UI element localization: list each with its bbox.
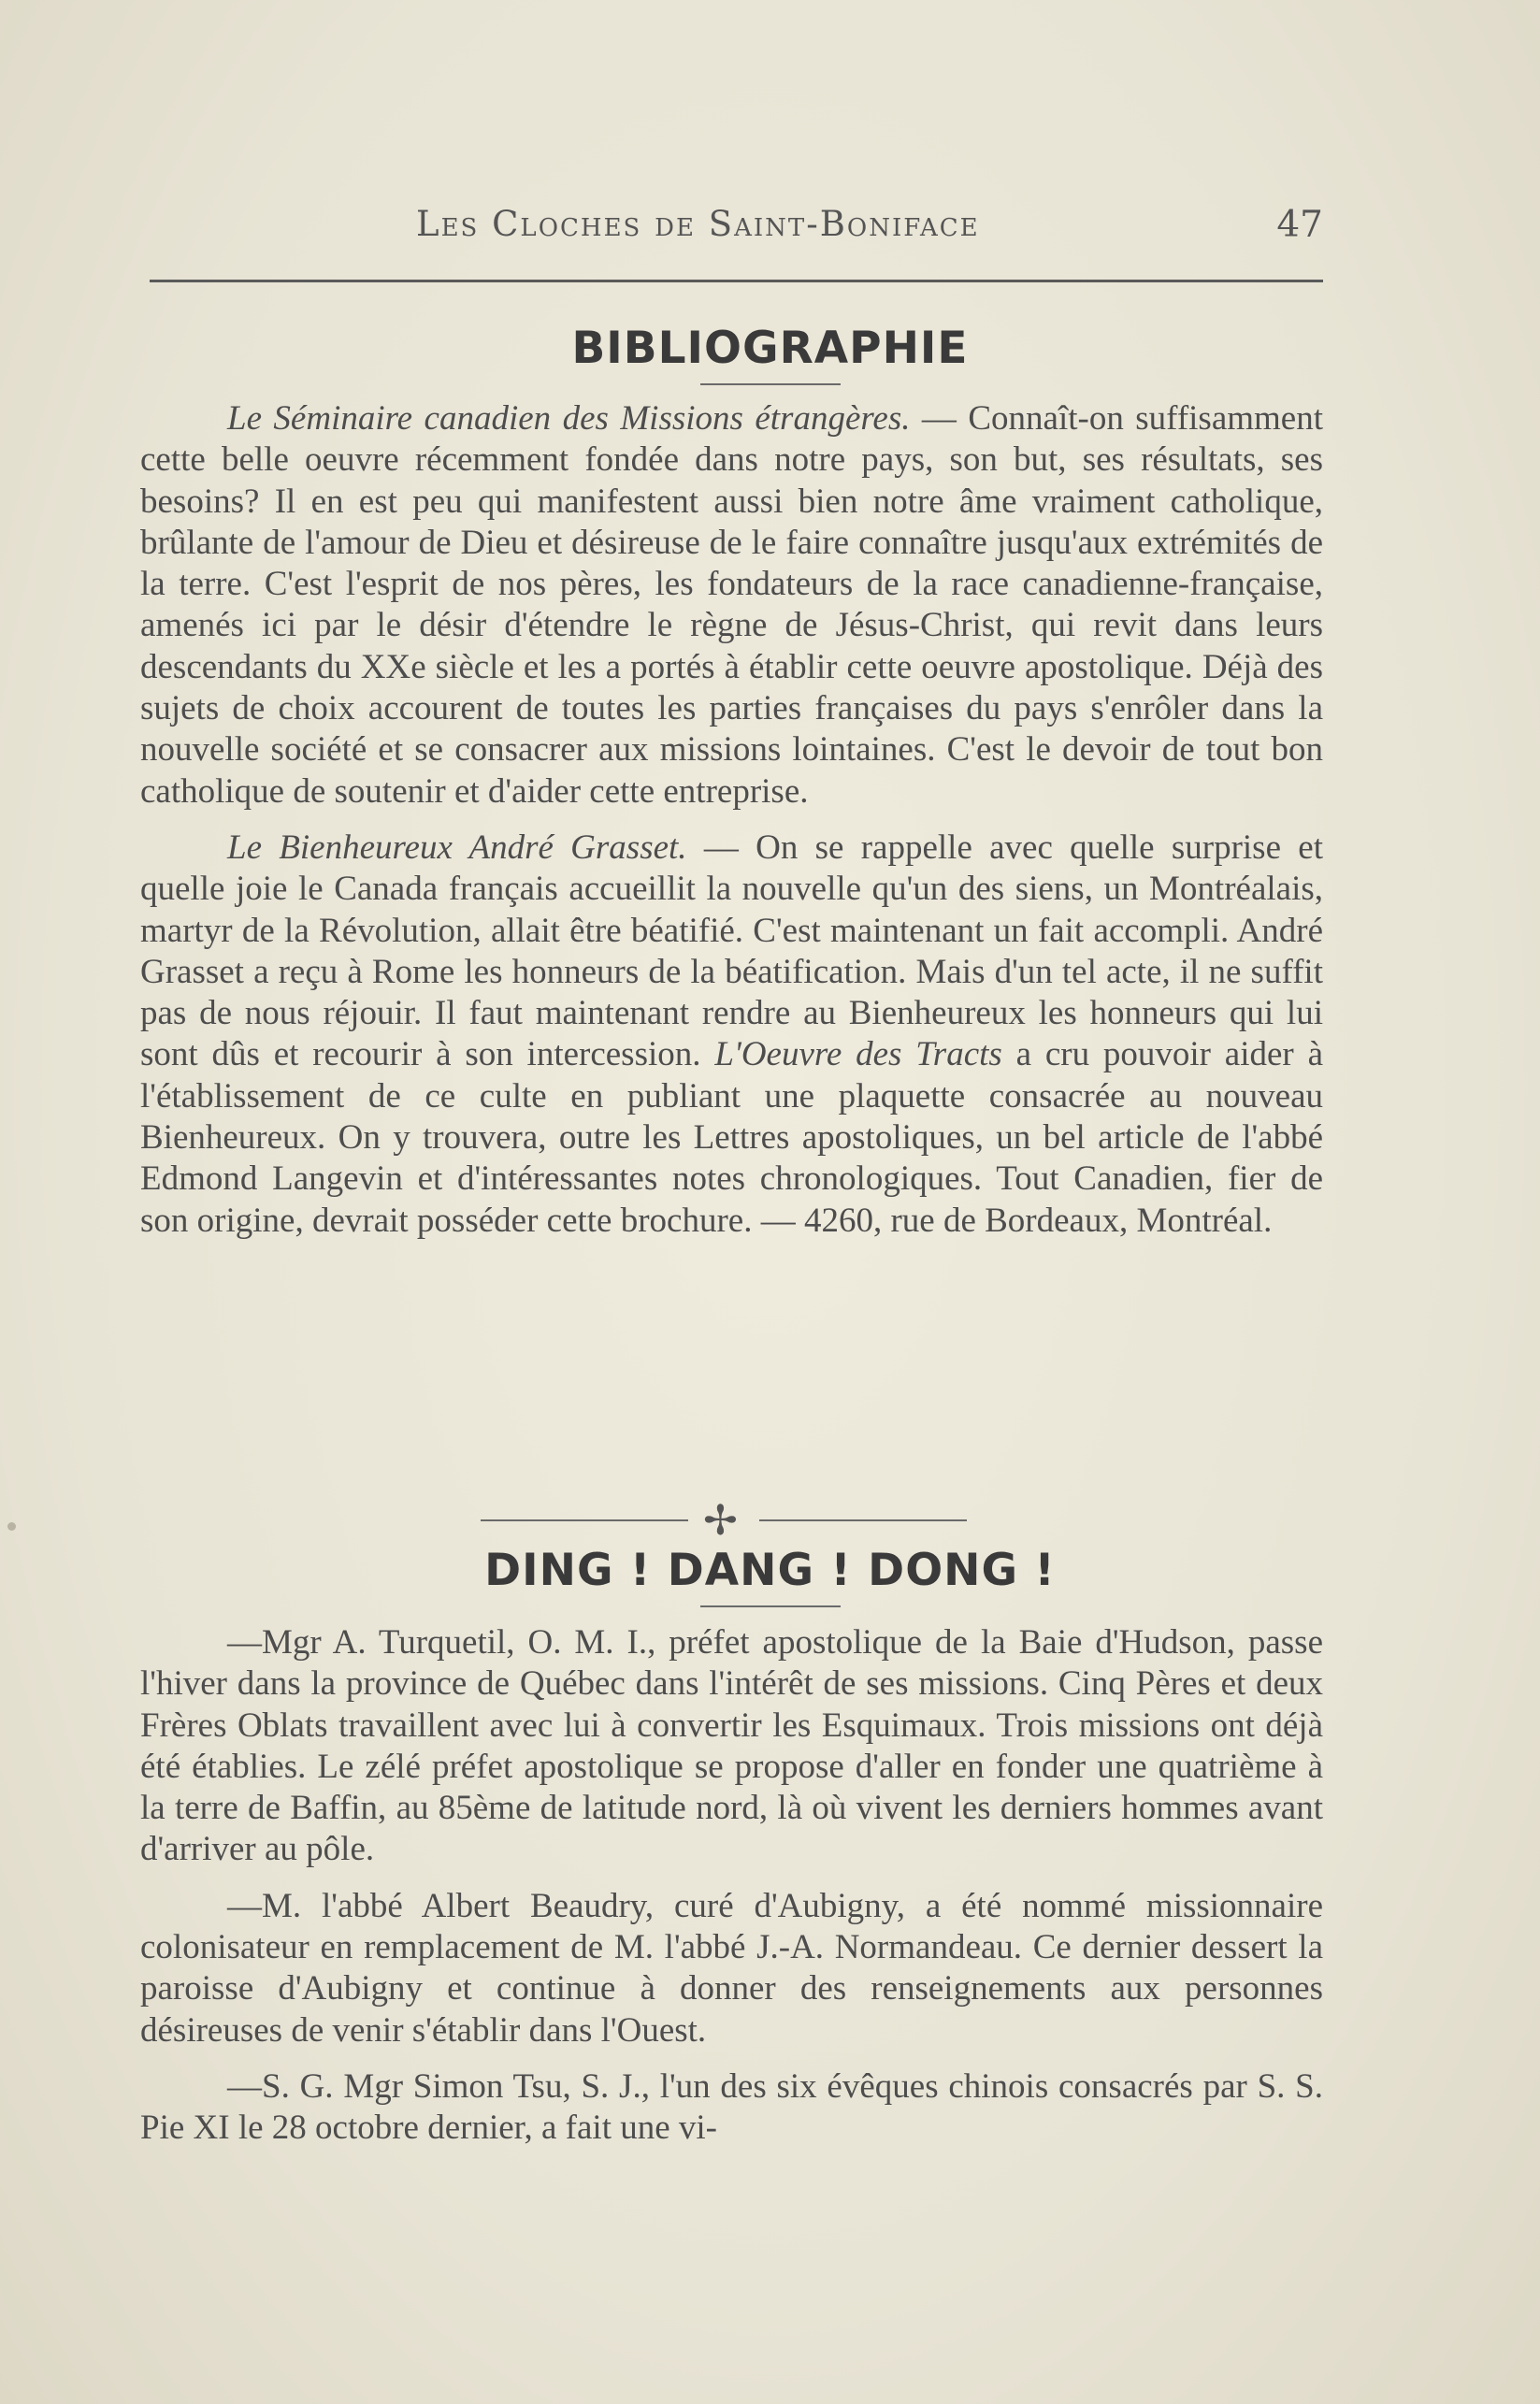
divider-line-right — [759, 1519, 967, 1521]
ding-title-rule — [700, 1605, 841, 1607]
entry-text: — On se rappelle avec quelle surprise et quelle joie le Canada français accueillit la nouvelle qu'un des siens, un Montréalais, martyr de la Révolution, allait être béatifié. C'est maintenant un fait accompli. André Grasset a reçu à Rome les honneurs de la béatification. Mais d'un tel acte, il ne suffit pas de nous réjouir. Il faut maintenant rendre au Bienheureux les honneurs qui lui sont dûs et recourir à son intercession. — [140, 828, 1323, 1074]
page-header — [150, 204, 1323, 260]
bibliographie-entry — [140, 828, 1323, 1242]
bibliographie-title: BIBLIOGRAPHIE — [571, 323, 969, 374]
entry-title: Le Séminaire canadien des Missions étrangères. — [227, 399, 911, 438]
running-title: Les Cloches de Saint-Boniface — [416, 204, 980, 244]
divider-line-left — [481, 1519, 688, 1521]
entry-work-title: L'Oeuvre des Tracts — [714, 1035, 1002, 1074]
section-divider — [481, 1497, 967, 1545]
page-number: 47 — [1276, 204, 1323, 246]
bibliographie-title-rule — [700, 383, 841, 385]
paper-speck — [7, 1522, 16, 1531]
entry-text: a cru pouvoir aider à l'établissement de ce culte en publiant une plaquette consacrée au nouveau Bienheureux. On y trouvera, outre les Lettres apostoliques, un bel article de l'abbé Edmond Langevin et d'intéressantes notes chronologiques. Tout Canadien, fier de son origine, devrait posséder cette brochure. — 4260, rue de Bordeaux, Montréal. — [140, 1035, 1323, 1240]
header-rule — [150, 280, 1323, 282]
ding-body — [140, 1622, 1323, 2150]
entry-text: — Connaît-on suffisamment cette belle oeuvre récemment fondée dans notre pays, son but, ses résultats, ses besoins? Il en est peu qui manifestent aussi bien notre âme vraiment catholique, brûlante de l'amour de Dieu et désireuse de le faire connaître jusqu'aux extrémités de la terre. C'est l'esprit de nos pères, les fondateurs de la race canadienne-française, amenés ici par le désir d'étendre le règne de Jésus-Christ, qui revit dans leurs descendants du XXe siècle et les a portés à établir cette oeuvre apostolique. Déjà des sujets de choix accourent de toutes les parties françaises du pays s'enrôler dans la nouvelle société et se consacrer aux missions lointaines. C'est le devoir de tout bon catholique de soutenir et d'aider cette entreprise. — [140, 399, 1324, 811]
news-item: —S. G. Mgr Simon Tsu, S. J., l'un des six évêques chinois consacrés par S. S. Pie XI le 28 octobre dernier, a fait une vi- — [140, 2066, 1323, 2148]
entry-title: Le Bienheureux André Grasset. — [227, 828, 687, 867]
bibliographie-body — [140, 398, 1323, 1242]
bibliographie-entry — [140, 398, 1323, 813]
ding-dang-dong-title: DING ! DANG ! DONG ! — [484, 1545, 1056, 1596]
cross-ornament-icon: ✢ — [703, 1497, 738, 1545]
news-item: —M. l'abbé Albert Beaudry, curé d'Aubigny, a été nommé missionnaire colonisateur en remplacement de M. l'abbé J.-A. Normandeau. Ce dernier dessert la paroisse d'Aubigny et continue à donner des renseignements aux personnes désireuses de venir s'établir dans l'Ouest. — [140, 1886, 1323, 2050]
news-item: —Mgr A. Turquetil, O. M. I., préfet apostolique de la Baie d'Hudson, passe l'hiver dans la province de Québec dans l'intérêt de ses missions. Cinq Pères et deux Frères Oblats travaillent avec lui à convertir les Esquimaux. Trois missions ont déjà été établies. Le zélé préfet apostolique se propose d'aller en fonder une quatrième à la terre de Baffin, au 85ème de latitude nord, là où vivent les derniers hommes avant d'arriver au pôle. — [140, 1623, 1323, 1869]
